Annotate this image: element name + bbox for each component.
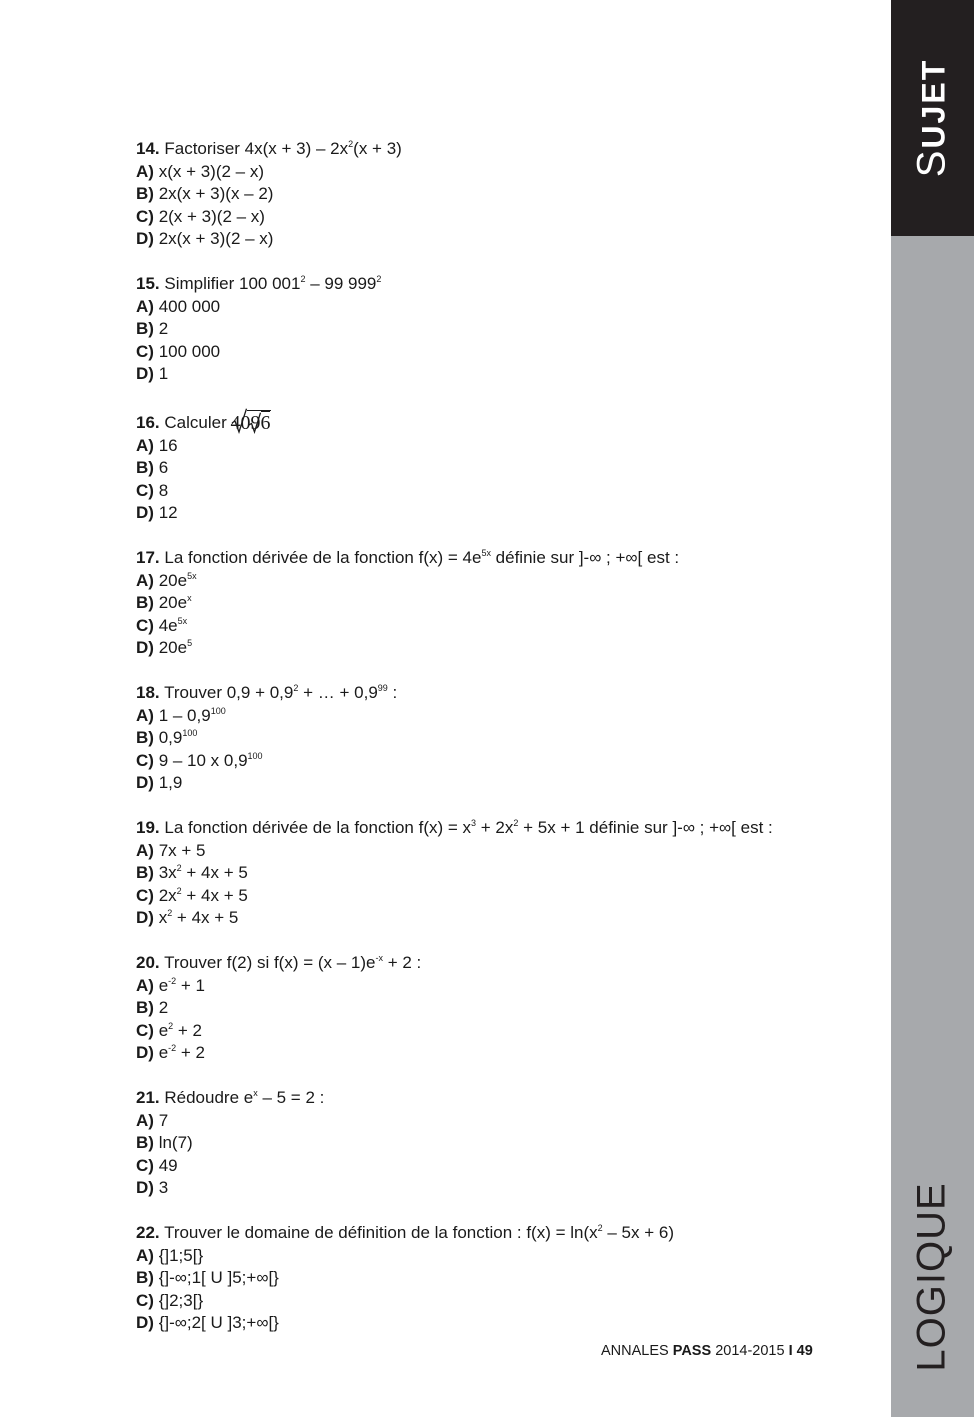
option-text: 2(x + 3)(2 – x) xyxy=(158,206,265,226)
nested-square-root xyxy=(231,408,271,434)
question-list xyxy=(136,138,836,1357)
question-14 xyxy=(136,138,836,251)
option-text: ln(7) xyxy=(158,1133,193,1152)
answer-option xyxy=(136,296,836,319)
question-title xyxy=(136,547,836,570)
option-letter: C) xyxy=(136,615,154,635)
answer-option xyxy=(136,183,836,206)
question-18 xyxy=(136,682,836,795)
question-title xyxy=(136,408,836,435)
option-text: $3x^2 + 4x + 5$ xyxy=(158,863,248,882)
question-text: Factoriser $4x(x + 3) - 2x^2(x + 3)$ xyxy=(164,139,402,158)
option-letter: A) xyxy=(136,1245,154,1265)
option-text: 2x(x + 3)(x – 2) xyxy=(158,184,274,203)
answer-option xyxy=(136,885,836,908)
footer-pass: PASS xyxy=(672,1343,712,1359)
option-text: $2x^2 + 4x + 5$ xyxy=(158,885,248,905)
option-letter: D) xyxy=(136,638,154,657)
question-title xyxy=(136,273,836,296)
answer-option xyxy=(136,1132,836,1155)
option-letter: D) xyxy=(136,503,154,522)
question-21 xyxy=(136,1087,836,1200)
option-text: $20e^x$ xyxy=(158,593,192,612)
option-letter: A) xyxy=(136,161,154,181)
question-number: 21. xyxy=(136,1088,160,1107)
answer-option xyxy=(136,840,836,863)
option-letter: A) xyxy=(136,296,154,316)
answer-option xyxy=(136,1245,836,1268)
option-letter: D) xyxy=(136,1043,154,1062)
option-text: 3 xyxy=(158,1178,169,1197)
option-text: $20e^5$ xyxy=(158,638,193,657)
sidebar-title-initial: S xyxy=(909,148,954,178)
question-number: 17. xyxy=(136,548,160,567)
question-title xyxy=(136,817,836,840)
option-text: 7 xyxy=(158,1110,169,1130)
question-number: 15. xyxy=(136,274,160,293)
option-letter: C) xyxy=(136,885,154,905)
option-letter: D) xyxy=(136,773,154,792)
option-letter: A) xyxy=(136,975,154,995)
option-letter: C) xyxy=(136,1290,154,1310)
option-text: {]1;5[} xyxy=(158,1245,204,1265)
option-text: x(x + 3)(2 – x) xyxy=(158,161,265,181)
option-letter: C) xyxy=(136,1020,154,1040)
answer-option xyxy=(136,750,836,773)
option-letter: D) xyxy=(136,1313,154,1332)
question-title xyxy=(136,138,836,161)
option-letter: A) xyxy=(136,840,154,860)
option-letter: B) xyxy=(136,728,154,747)
footer-annales: ANNALES xyxy=(601,1343,669,1359)
option-letter: D) xyxy=(136,229,154,248)
answer-option xyxy=(136,570,836,593)
question-16 xyxy=(136,408,836,525)
option-text: {]-∞;1[ U ]5;+∞[} xyxy=(158,1268,279,1287)
option-letter: C) xyxy=(136,1155,154,1175)
option-letter: D) xyxy=(136,1178,154,1197)
answer-option xyxy=(136,1020,836,1043)
question-number: 20. xyxy=(136,953,160,972)
option-letter: B) xyxy=(136,863,154,882)
answer-option xyxy=(136,206,836,229)
option-letter: B) xyxy=(136,1133,154,1152)
option-text: 9 – 10 x $0,9^{100}$ xyxy=(158,750,263,770)
answer-option xyxy=(136,1267,836,1290)
sidebar-title-logique: LOGIQUE xyxy=(909,1182,954,1372)
question-15 xyxy=(136,273,836,386)
option-text: 1,9 xyxy=(158,773,183,792)
question-number: 14. xyxy=(136,139,160,158)
question-22 xyxy=(136,1222,836,1335)
answer-option xyxy=(136,318,836,341)
option-letter: A) xyxy=(136,705,154,725)
question-number: 22. xyxy=(136,1223,160,1242)
option-text: $e^{-2} + 2$ xyxy=(158,1043,206,1062)
question-text: Calculer xyxy=(164,413,227,432)
option-letter: B) xyxy=(136,998,154,1017)
answer-option xyxy=(136,1042,836,1065)
question-text: Trouver f(2) si $f(x) = (x - 1)e^{-x} + 2$ : xyxy=(164,953,422,972)
answer-option xyxy=(136,1312,836,1335)
question-text: La fonction dérivée de la fonction $f(x) = x^3 + 2x^2 + 5x + 1$ définie sur ]-∞ ; +∞[ est : xyxy=(164,818,773,837)
page-footer xyxy=(601,1343,813,1359)
option-text: 8 xyxy=(158,480,169,500)
option-text: 6 xyxy=(158,458,169,477)
option-letter: C) xyxy=(136,480,154,500)
option-letter: A) xyxy=(136,435,154,455)
question-title xyxy=(136,952,836,975)
answer-option xyxy=(136,592,836,615)
option-letter: A) xyxy=(136,570,154,590)
question-title xyxy=(136,682,836,705)
sidebar-title-sujet xyxy=(910,59,955,177)
option-text: {]-∞;2[ U ]3;+∞[} xyxy=(158,1313,279,1332)
answer-option xyxy=(136,1155,836,1178)
option-text: 2 xyxy=(158,319,169,338)
answer-option xyxy=(136,341,836,364)
question-text: La fonction dérivée de la fonction $f(x) = 4e^{5x}$ définie sur ]-∞ ; +∞[ est : xyxy=(164,548,680,567)
option-letter: B) xyxy=(136,319,154,338)
option-text: $e^2 + 2$ xyxy=(158,1020,203,1040)
option-letter: C) xyxy=(136,206,154,226)
option-text: $1 - 0,9^{100}$ xyxy=(158,705,226,725)
option-letter: D) xyxy=(136,908,154,927)
option-letter: B) xyxy=(136,1268,154,1287)
option-text: $e^{-2} + 1$ xyxy=(158,975,206,995)
sidebar-title-rest: UJET xyxy=(915,58,952,149)
answer-option xyxy=(136,862,836,885)
option-letter: C) xyxy=(136,341,154,361)
option-text: $4e^{5x}$ xyxy=(158,615,188,635)
question-title xyxy=(136,1222,836,1245)
question-text: Simplifier 100 $001^2 - 99$ $999^2$ xyxy=(164,274,382,293)
page-number: 49 xyxy=(796,1343,813,1359)
question-text: Rédoudre $e^x - 5 = 2$ : xyxy=(164,1088,325,1107)
question-number: 19. xyxy=(136,818,160,837)
option-letter: B) xyxy=(136,593,154,612)
question-20 xyxy=(136,952,836,1065)
answer-option xyxy=(136,637,836,660)
question-text: Trouver $0,9 + 0,9^2$ + … + $0,9^{99}$ : xyxy=(164,683,398,702)
answer-option xyxy=(136,907,836,930)
question-title xyxy=(136,1087,836,1110)
option-text: 100 000 xyxy=(158,341,221,361)
option-text: 7x + 5 xyxy=(158,840,206,860)
answer-option xyxy=(136,997,836,1020)
option-text: $x^2 + 4x + 5$ xyxy=(158,908,239,927)
option-text: {]2;3[} xyxy=(158,1290,204,1310)
answer-option xyxy=(136,502,836,525)
answer-option xyxy=(136,480,836,503)
option-text: 16 xyxy=(158,435,178,455)
option-text: 2x(x + 3)(2 – x) xyxy=(158,229,274,248)
root-radicand: 4096 xyxy=(230,412,271,434)
answer-option xyxy=(136,161,836,184)
option-letter: A) xyxy=(136,1110,154,1130)
answer-option xyxy=(136,1177,836,1200)
answer-option xyxy=(136,615,836,638)
question-text: Trouver le domaine de définition de la fonction : $f(x) = \ln(x^2 - 5x + 6)$ xyxy=(164,1223,675,1242)
answer-option xyxy=(136,705,836,728)
answer-option xyxy=(136,975,836,998)
answer-option xyxy=(136,1290,836,1313)
answer-option xyxy=(136,457,836,480)
question-17 xyxy=(136,547,836,660)
option-text: $0,9^{100}$ xyxy=(158,728,198,747)
question-19 xyxy=(136,817,836,930)
option-text: 12 xyxy=(158,503,178,522)
footer-separator: I xyxy=(788,1343,793,1359)
question-number: 16. xyxy=(136,413,160,432)
answer-option xyxy=(136,727,836,750)
option-letter: B) xyxy=(136,184,154,203)
option-letter: C) xyxy=(136,750,154,770)
answer-option xyxy=(136,772,836,795)
option-text: $20e^{5x}$ xyxy=(158,570,197,590)
option-letter: D) xyxy=(136,364,154,383)
footer-years: 2014-2015 xyxy=(715,1343,785,1359)
answer-option xyxy=(136,1110,836,1133)
question-number: 18. xyxy=(136,683,160,702)
option-text: 49 xyxy=(158,1155,178,1175)
option-text: 1 xyxy=(158,364,169,383)
answer-option xyxy=(136,363,836,386)
answer-option xyxy=(136,228,836,251)
answer-option xyxy=(136,435,836,458)
option-text: 2 xyxy=(158,998,169,1017)
option-letter: B) xyxy=(136,458,154,477)
option-text: 400 000 xyxy=(158,296,221,316)
